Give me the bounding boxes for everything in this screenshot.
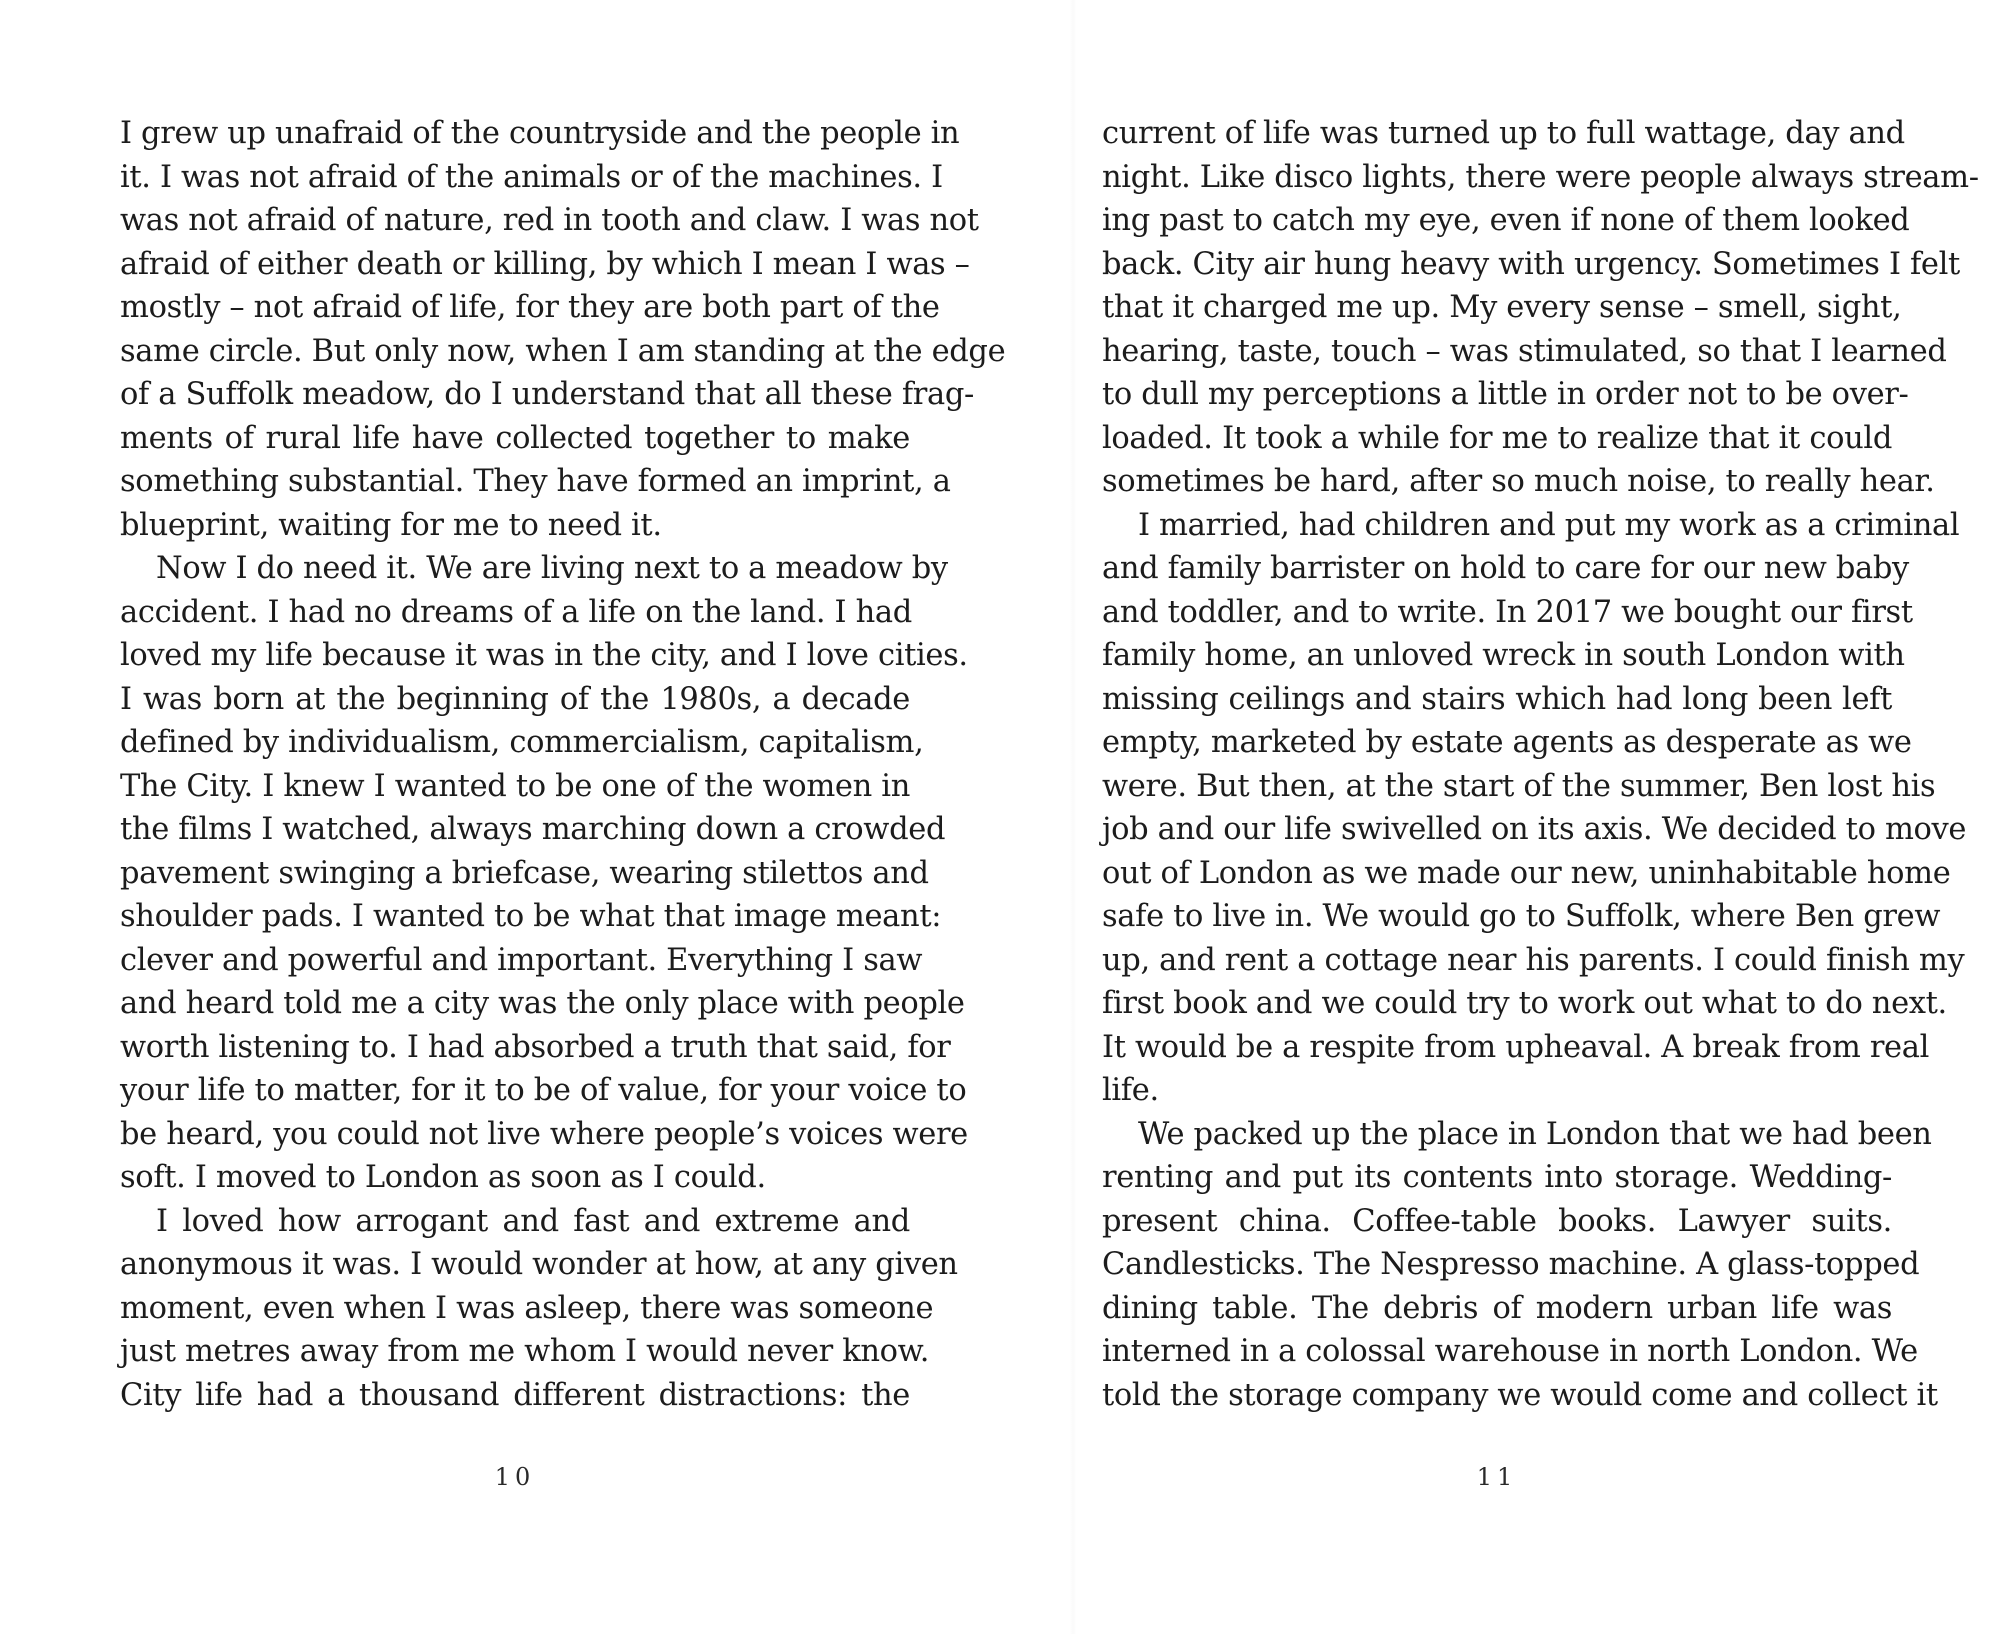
text-line: I grew up unafraid of the countryside and the people in — [120, 116, 960, 151]
text-line: soft. I moved to London as soon as I could. — [120, 1160, 766, 1195]
text-line: back. City air hung heavy with urgency. Sometimes I felt — [1102, 246, 1960, 282]
text-line: night. Like disco lights, there were people always stream- — [1102, 159, 1979, 195]
text-line: to dull my perceptions a little in order not to be over- — [1102, 377, 1909, 412]
text-line: hearing, taste, touch – was stimulated, so that I learned — [1102, 333, 1947, 369]
text-line: loved my life because it was in the city, and I love cities. — [120, 638, 968, 673]
text-line: City life had a thousand different distractions: the — [120, 1377, 910, 1413]
text-line: pavement swinging a briefcase, wearing stilettos and — [120, 855, 929, 891]
text-line: dining table. The debris of modern urban life was — [1102, 1290, 1892, 1326]
text-line: of a Suffolk meadow, do I understand that all these frag- — [120, 377, 974, 412]
text-line: were. But then, at the start of the summer, Ben lost his — [1102, 768, 1936, 804]
text-line: life. — [1102, 1073, 1159, 1108]
text-line: the films I watched, always marching down a crowded — [120, 812, 946, 847]
text-line: first book and we could try to work out what to do next. — [1102, 986, 1947, 1021]
text-line: family home, an unloved wreck in south London with — [1102, 638, 1905, 673]
text-line: same circle. But only now, when I am standing at the edge — [120, 333, 1006, 369]
text-line: was not afraid of nature, red in tooth and claw. I was not — [120, 203, 979, 238]
text-line: I loved how arrogant and fast and extreme and — [156, 1203, 910, 1239]
text-line: sometimes be hard, after so much noise, to really hear. — [1102, 464, 1935, 499]
gutter-shadow — [1070, 0, 1076, 1634]
text-line: your life to matter, for it to be of value, for your voice to — [120, 1073, 967, 1108]
text-line: be heard, you could not live where people’s voices were — [120, 1116, 968, 1152]
text-line: interned in a colossal warehouse in north London. We — [1102, 1334, 1918, 1369]
text-line: The City. I knew I wanted to be one of the women in — [120, 768, 910, 804]
text-line: worth listening to. I had absorbed a truth that said, for — [120, 1029, 951, 1065]
text-line: defined by individualism, commercialism, capitalism, — [120, 725, 924, 760]
text-line: shoulder pads. I wanted to be what that image meant: — [120, 899, 942, 934]
text-line: missing ceilings and stairs which had long been left — [1102, 681, 1892, 717]
text-line: up, and rent a cottage near his parents. I could finish my — [1102, 942, 1965, 978]
text-line: It would be a respite from upheaval. A break from real — [1102, 1029, 1929, 1065]
text-line: clever and powerful and important. Everything I saw — [120, 942, 923, 978]
left-page-body — [120, 112, 1006, 1417]
text-line: job and our life swivelled on its axis. We decided to move — [1102, 812, 1967, 847]
text-line: told the storage company we would come and collect it — [1102, 1377, 1938, 1413]
text-line: blueprint, waiting for me to need it. — [120, 507, 662, 543]
text-line: and toddler, and to write. In 2017 we bought our first — [1102, 594, 1913, 630]
text-line: ing past to catch my eye, even if none of them looked — [1102, 203, 1910, 238]
text-line: renting and put its contents into storage. Wedding- — [1102, 1160, 1892, 1195]
text-line: empty, marketed by estate agents as desperate as we — [1102, 725, 1912, 760]
text-line: Now I do need it. We are living next to a meadow by — [156, 551, 948, 586]
text-line: out of London as we made our new, uninhabitable home — [1102, 855, 1951, 891]
text-line: something substantial. They have formed an imprint, a — [120, 464, 951, 499]
text-line: afraid of either death or killing, by which I mean I was – — [120, 246, 970, 282]
text-line: Candlesticks. The Nespresso machine. A glass-topped — [1102, 1247, 1920, 1282]
text-line: just metres away from me whom I would never know. — [120, 1334, 930, 1369]
text-line: it. I was not afraid of the animals or of the machines. I — [120, 159, 943, 195]
text-line: and family barrister on hold to care for our new baby — [1102, 551, 1909, 586]
text-line: and heard told me a city was the only place with people — [120, 986, 965, 1021]
text-line: moment, even when I was asleep, there was someone — [120, 1290, 934, 1326]
text-line: anonymous it was. I would wonder at how, at any given — [120, 1247, 958, 1282]
page-number-left: 10 — [494, 1463, 536, 1491]
text-line: I married, had children and put my work as a criminal — [1138, 507, 1960, 543]
text-line: We packed up the place in London that we had been — [1138, 1116, 1932, 1152]
text-line: safe to live in. We would go to Suffolk, where Ben grew — [1102, 899, 1941, 934]
text-line: mostly – not afraid of life, for they are both part of the — [120, 290, 940, 325]
text-line: ments of rural life have collected together to make — [120, 420, 910, 456]
text-line: that it charged me up. My every sense – smell, sight, — [1102, 290, 1902, 325]
text-line: current of life was turned up to full wattage, day and — [1102, 116, 1905, 151]
text-line: loaded. It took a while for me to realize that it could — [1102, 420, 1892, 456]
text-line: I was born at the beginning of the 1980s, a decade — [120, 681, 910, 717]
text-line: accident. I had no dreams of a life on the land. I had — [120, 594, 912, 630]
right-page-body — [1102, 112, 1979, 1417]
text-line: present china. Coffee-table books. Lawyer suits. — [1102, 1203, 1892, 1239]
page-number-right: 11 — [1476, 1463, 1518, 1491]
